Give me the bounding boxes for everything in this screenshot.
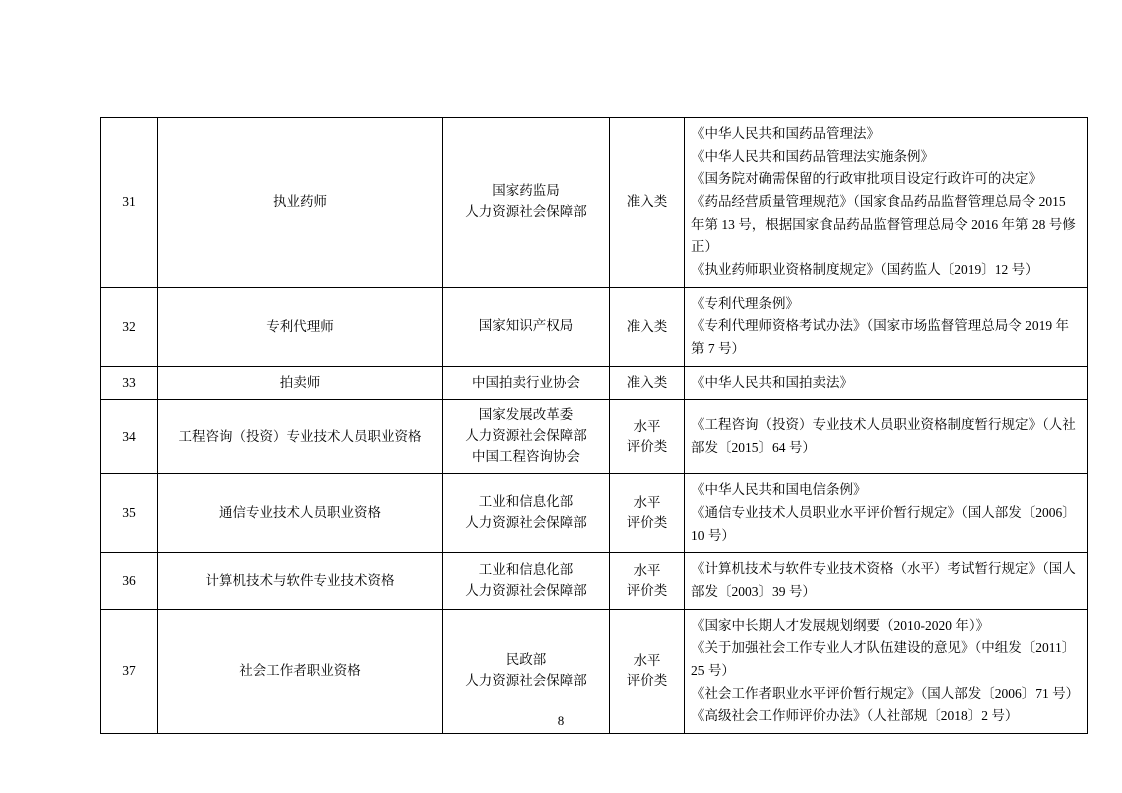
category-line: 水平	[633, 494, 661, 510]
row-legal-basis	[685, 366, 1088, 400]
basis-line: 《执业药师职业资格制度规定》（国药监人〔2019〕12 号）	[691, 262, 1039, 278]
row-number: 32	[101, 287, 158, 366]
row-legal-basis	[685, 400, 1088, 474]
basis-line: 《国家中长期人才发展规划纲要（2010-2020 年）》	[691, 617, 990, 633]
basis-line: 《通信专业技术人员职业水平评价暂行规定》（国人部发〔2006〕10 号）	[691, 504, 1076, 543]
basis-line: 《工程咨询（投资）专业技术人员职业资格制度暂行规定》（人社部发〔2015〕64 号）	[691, 417, 1076, 455]
org-line: 中国工程咨询协会	[472, 449, 580, 465]
basis-line: 《计算机技术与软件专业技术资格（水平）考试暂行规定》（国人部发〔2003〕39 号）	[691, 561, 1076, 599]
row-category	[610, 553, 685, 609]
category-line: 评价类	[626, 515, 668, 531]
org-line: 中国拍卖行业协会	[472, 374, 580, 390]
org-line: 人力资源社会保障部	[465, 515, 587, 531]
category-line: 水平	[633, 652, 661, 668]
basis-line: 《专利代理条例》	[691, 295, 799, 311]
org-line: 人力资源社会保障部	[465, 204, 587, 220]
category-line: 准入类	[626, 194, 668, 210]
category-line: 水平	[633, 418, 661, 434]
basis-line: 《中华人民共和国拍卖法》	[691, 374, 853, 390]
category-line: 评价类	[626, 673, 668, 689]
basis-line: 《中华人民共和国电信条例》	[691, 482, 867, 498]
org-line: 民政部	[505, 652, 547, 668]
basis-line: 《专利代理师资格考试办法》（国家市场监督管理总局令 2019 年第 7 号）	[691, 318, 1069, 357]
category-line: 准入类	[626, 374, 668, 390]
org-line: 国家药监局	[492, 183, 560, 199]
row-implementing-org	[443, 400, 610, 474]
row-qualification-name: 工程咨询（投资）专业技术人员职业资格	[158, 400, 443, 474]
basis-line: 《关于加强社会工作专业人才队伍建设的意见》（中组发〔2011〕25 号）	[691, 640, 1076, 678]
category-line: 评价类	[626, 438, 668, 454]
basis-line: 《中华人民共和国药品管理法》	[691, 126, 880, 141]
org-line: 人力资源社会保障部	[465, 582, 587, 598]
row-number: 35	[101, 474, 158, 553]
basis-line: 《高级社会工作师评价办法》（人社部规〔2018〕2 号）	[691, 708, 1019, 724]
row-category	[610, 287, 685, 366]
org-line: 人力资源社会保障部	[465, 428, 587, 444]
row-number: 37	[101, 609, 158, 733]
row-qualification-name: 专利代理师	[158, 287, 443, 366]
row-legal-basis	[685, 118, 1088, 288]
row-qualification-name: 通信专业技术人员职业资格	[158, 474, 443, 553]
table-row	[101, 400, 1088, 474]
row-implementing-org	[443, 553, 610, 609]
row-implementing-org	[443, 287, 610, 366]
row-implementing-org	[443, 474, 610, 553]
row-qualification-name: 社会工作者职业资格	[158, 609, 443, 733]
qualification-table	[100, 117, 1088, 734]
row-implementing-org	[443, 118, 610, 288]
row-category	[610, 366, 685, 400]
basis-line: 《中华人民共和国药品管理法实施条例》	[691, 148, 934, 164]
row-number: 34	[101, 400, 158, 474]
basis-line: 《药品经营质量管理规范》（国家食品药品监督管理总局令 2015 年第 13 号，根据国家食品药品监督管理总局令 2016 年第 28 号修正）	[691, 194, 1076, 255]
org-line: 国家知识产权局	[478, 318, 574, 334]
org-line: 国家发展改革委	[478, 407, 574, 423]
row-legal-basis	[685, 474, 1088, 553]
table-body	[101, 118, 1088, 734]
row-qualification-name: 执业药师	[158, 118, 443, 288]
row-category	[610, 400, 685, 474]
row-number: 33	[101, 366, 158, 400]
table-row	[101, 287, 1088, 366]
row-qualification-name: 计算机技术与软件专业技术资格	[158, 553, 443, 609]
table-row	[101, 118, 1088, 288]
row-number: 36	[101, 553, 158, 609]
row-legal-basis	[685, 287, 1088, 366]
row-qualification-name: 拍卖师	[158, 366, 443, 400]
basis-line: 《国务院对确需保留的行政审批项目设定行政许可的决定》	[691, 171, 1042, 187]
table-row	[101, 474, 1088, 553]
category-line: 水平	[633, 562, 661, 578]
category-line: 评价类	[626, 582, 668, 598]
row-category	[610, 474, 685, 553]
row-implementing-org	[443, 366, 610, 400]
org-line: 工业和信息化部	[478, 561, 574, 577]
row-category	[610, 118, 685, 288]
table-row	[101, 366, 1088, 400]
row-number: 31	[101, 118, 158, 288]
table-row	[101, 553, 1088, 609]
category-line: 准入类	[626, 318, 668, 334]
org-line: 工业和信息化部	[478, 494, 574, 510]
page-number: 8	[557, 713, 565, 728]
org-line: 人力资源社会保障部	[465, 673, 587, 689]
basis-line: 《社会工作者职业水平评价暂行规定》（国人部发〔2006〕71 号）	[691, 685, 1080, 701]
row-legal-basis	[685, 553, 1088, 609]
